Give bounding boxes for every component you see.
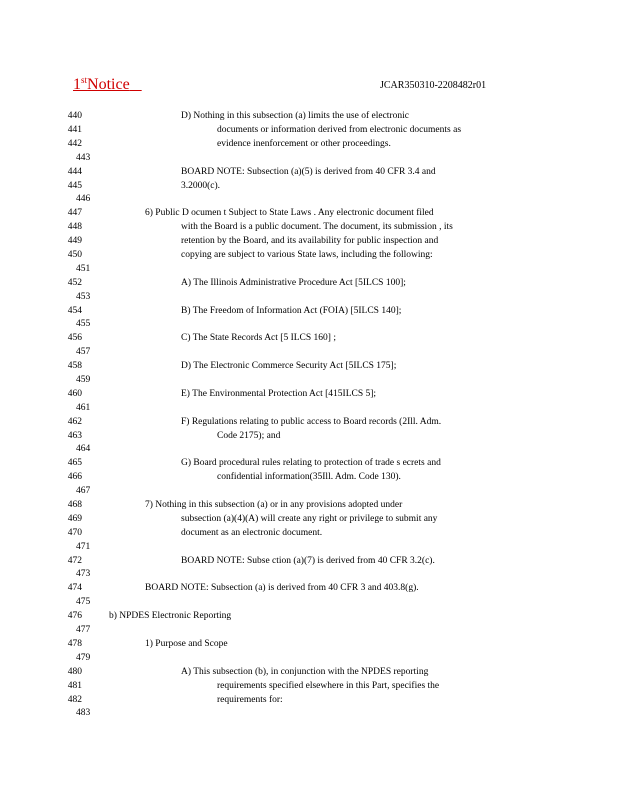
line-number: 459 bbox=[76, 375, 91, 385]
notice-superscript: st bbox=[81, 75, 88, 85]
line-number: 446 bbox=[76, 194, 91, 204]
text-line: requirements for: bbox=[217, 695, 283, 705]
line-number: 479 bbox=[76, 653, 91, 663]
line-number: 482 bbox=[67, 695, 82, 705]
line-number: 473 bbox=[76, 569, 91, 579]
text-line: documents or information derived from electronic documents as bbox=[217, 125, 462, 135]
line-number: 443 bbox=[76, 153, 91, 163]
line-number: 472 bbox=[67, 556, 82, 566]
line-number: 469 bbox=[67, 514, 82, 524]
text-line: 3.2000(c). bbox=[181, 181, 221, 191]
text-line: 1) Purpose and Scope bbox=[145, 639, 228, 649]
text-line: E) The Environmental Protection Act [415ILCS 5]; bbox=[181, 389, 377, 399]
notice-word: Notice bbox=[87, 76, 130, 93]
line-number: 476 bbox=[67, 611, 82, 621]
text-line: BOARD NOTE: Subsection (a) is derived from 40 CFR 3 and 403.8(g). bbox=[145, 583, 419, 593]
line-number: 453 bbox=[76, 292, 91, 302]
line-number: 474 bbox=[67, 583, 82, 593]
line-number: 456 bbox=[67, 333, 82, 343]
line-number: 462 bbox=[67, 417, 82, 427]
line-number: 463 bbox=[67, 431, 82, 441]
text-line: B) The Freedom of Information Act (FOIA) [5ILCS 140]; bbox=[181, 306, 402, 316]
line-number: 447 bbox=[67, 208, 82, 218]
text-line: A) This subsection (b), in conjunction with the NPDES reporting bbox=[181, 667, 429, 677]
text-line: b) NPDES Electronic Reporting bbox=[109, 611, 232, 621]
text-line: document as an electronic document. bbox=[181, 528, 323, 538]
line-number: 475 bbox=[76, 597, 91, 607]
text-line: confidential information(35Ill. Adm. Code 130). bbox=[217, 472, 401, 482]
line-number: 465 bbox=[67, 458, 82, 468]
line-number: 458 bbox=[67, 361, 82, 371]
document-id: JCAR350310-2208482r01 bbox=[380, 80, 487, 91]
line-number: 464 bbox=[76, 444, 91, 454]
text-line: D) The Electronic Commerce Security Act [5ILCS 175]; bbox=[181, 361, 397, 371]
text-line: Code 2175); and bbox=[217, 431, 281, 441]
line-number: 466 bbox=[67, 472, 82, 482]
line-number: 460 bbox=[67, 389, 82, 399]
line-number: 450 bbox=[67, 250, 82, 260]
line-number: 454 bbox=[67, 306, 82, 316]
text-line: A) The Illinois Administrative Procedure Act [5ILCS 100]; bbox=[181, 278, 406, 288]
line-number: 468 bbox=[67, 500, 82, 510]
line-number: 444 bbox=[67, 167, 82, 177]
line-number: 480 bbox=[67, 667, 82, 677]
text-line: with the Board is a public document. The document, its submission , its bbox=[181, 222, 453, 232]
text-line: subsection (a)(4)(A) will create any right or privilege to submit any bbox=[181, 514, 438, 524]
line-number: 452 bbox=[67, 278, 82, 288]
notice-label bbox=[73, 75, 142, 94]
text-line: requirements specified elsewhere in this Part, specifies the bbox=[217, 681, 440, 691]
line-number: 448 bbox=[67, 222, 82, 232]
line-number: 470 bbox=[67, 528, 82, 538]
text-line: evidence inenforcement or other proceedings. bbox=[217, 139, 391, 149]
line-number: 451 bbox=[76, 264, 91, 274]
text-line: F) Regulations relating to public access to Board records (2Ill. Adm. bbox=[181, 417, 442, 427]
line-number: 483 bbox=[76, 708, 91, 718]
line-number: 441 bbox=[67, 125, 82, 135]
line-number: 440 bbox=[67, 111, 82, 121]
notice-prefix: 1 bbox=[73, 76, 81, 93]
text-line: BOARD NOTE: Subse ction (a)(7) is derived from 40 CFR 3.2(c). bbox=[181, 556, 435, 566]
line-number: 457 bbox=[76, 347, 91, 357]
text-line: D) Nothing in this subsection (a) limits the use of electronic bbox=[181, 111, 409, 121]
line-number: 467 bbox=[76, 486, 91, 496]
line-number: 477 bbox=[76, 625, 91, 635]
text-line: 6) Public D ocumen t Subject to State Laws . Any electronic document filed bbox=[145, 208, 434, 218]
line-number: 449 bbox=[67, 236, 82, 246]
text-line: copying are subject to various State laws, including the following: bbox=[181, 250, 433, 260]
text-line: G) Board procedural rules relating to protection of trade s ecrets and bbox=[181, 458, 441, 468]
line-number: 471 bbox=[76, 542, 91, 552]
text-line: 7) Nothing in this subsection (a) or in any provisions adopted under bbox=[145, 500, 403, 510]
line-number: 445 bbox=[67, 181, 82, 191]
line-number: 461 bbox=[76, 403, 91, 413]
line-number: 442 bbox=[67, 139, 82, 149]
line-number: 455 bbox=[76, 319, 91, 329]
text-line: BOARD NOTE: Subsection (a)(5) is derived from 40 CFR 3.4 and bbox=[181, 167, 436, 177]
text-line: C) The State Records Act [5 ILCS 160] ; bbox=[181, 333, 336, 343]
line-number: 478 bbox=[67, 639, 82, 649]
line-number: 481 bbox=[67, 681, 82, 691]
text-line: retention by the Board, and its availability for public inspection and bbox=[181, 236, 439, 246]
